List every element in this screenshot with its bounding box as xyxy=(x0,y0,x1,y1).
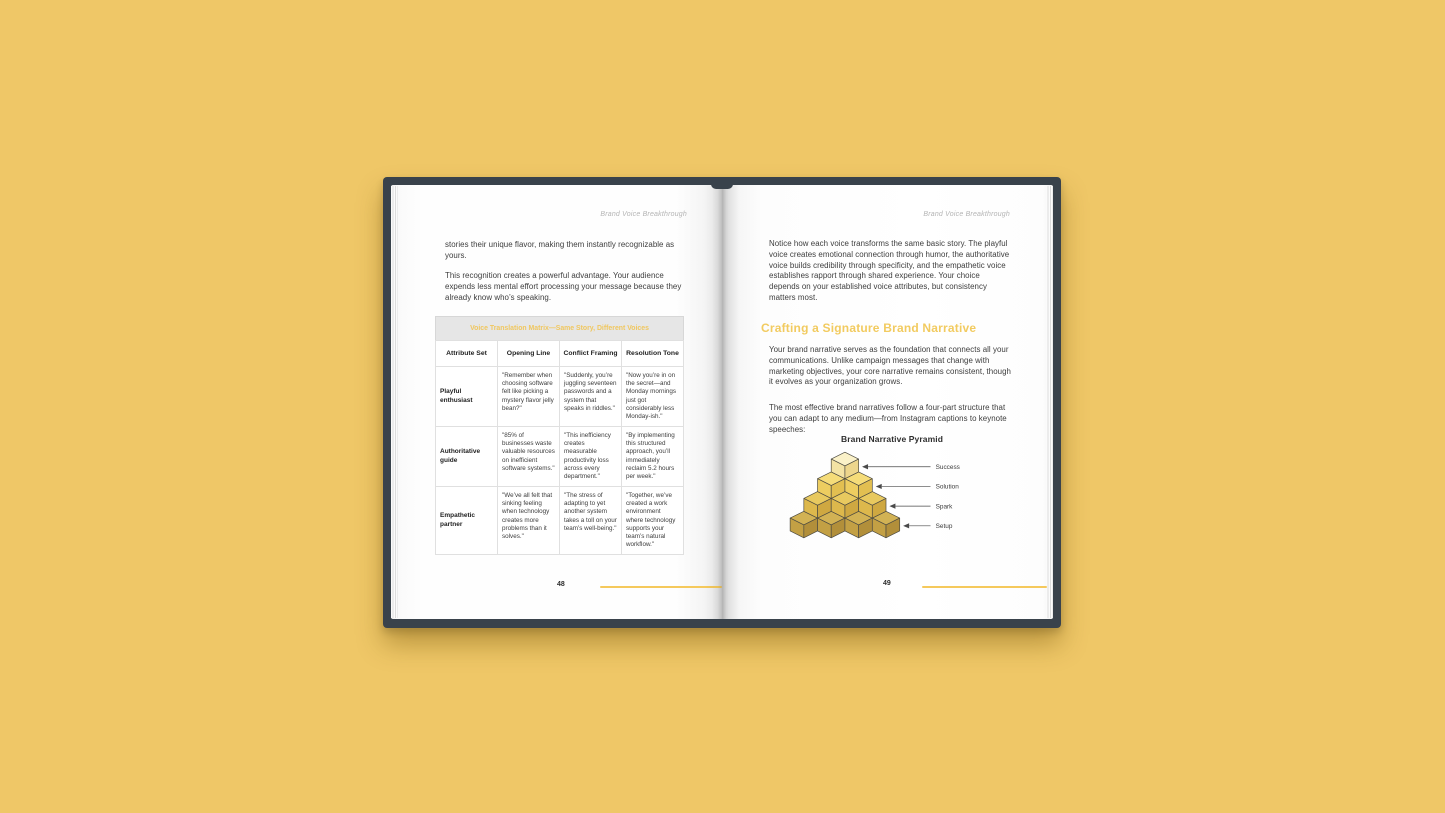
cell-conflict-framing: "Suddenly, you’re juggling seventeen passwords and a system that speaks in riddles." xyxy=(560,367,622,427)
right-page-fore-edge xyxy=(1046,186,1053,618)
matrix-col-conflict-framing: Conflict Framing xyxy=(560,341,622,367)
arrow-left-icon xyxy=(876,484,882,489)
pyramid-title: Brand Narrative Pyramid xyxy=(841,434,943,444)
cell-resolution-tone: "Now you’re in on the secret—and Monday mornings just got considerably less Monday-ish." xyxy=(622,367,684,427)
voice-translation-matrix xyxy=(435,316,684,555)
table-row xyxy=(436,427,684,487)
cell-resolution-tone: "Together, we’ve created a work environment where technology supports your team’s natural workflow." xyxy=(622,487,684,555)
cell-attribute: Empathetic partner xyxy=(436,487,498,555)
left-page-fore-edge xyxy=(391,186,398,618)
matrix-table xyxy=(435,340,684,555)
right-page xyxy=(722,185,1053,619)
right-page-number: 49 xyxy=(883,580,891,587)
section-heading: Crafting a Signature Brand Narrative xyxy=(761,321,977,335)
cell-opening-line: "We’ve all felt that sinking feeling when technology creates more problems than it solves." xyxy=(498,487,560,555)
arrow-left-icon xyxy=(862,464,868,469)
brand-narrative-pyramid xyxy=(780,434,1004,548)
pyramid-label-success: Success xyxy=(935,463,960,471)
left-page-number: 48 xyxy=(557,581,565,588)
arrow-left-icon xyxy=(889,504,895,509)
cell-conflict-framing: "This inefficiency creates measurable productivity loss across every department." xyxy=(560,427,622,487)
left-paragraph-2: This recognition creates a powerful advantage. Your audience expends less mental effort processing your message because they already know who’s speaking. xyxy=(445,271,682,302)
pyramid-label-spark: Spark xyxy=(935,503,953,511)
left-running-header: Brand Voice Breakthrough xyxy=(600,211,687,218)
cell-resolution-tone: "By implementing this structured approach, you’ll immediately reclaim 5.2 hours per week." xyxy=(622,427,684,487)
pyramid-level-3-cubes xyxy=(804,492,886,519)
matrix-header-row xyxy=(436,341,684,367)
cell-opening-line: "85% of businesses waste valuable resources on inefficient software systems." xyxy=(498,427,560,487)
cell-attribute: Playful enthusiast xyxy=(436,367,498,427)
cell-attribute: Authoritative guide xyxy=(436,427,498,487)
left-paragraph-1: stories their unique flavor, making them instantly recognizable as yours. xyxy=(445,240,675,260)
matrix-col-attribute-set: Attribute Set xyxy=(436,341,498,367)
matrix-col-resolution-tone: Resolution Tone xyxy=(622,341,684,367)
cell-conflict-framing: "The stress of adapting to yet another system takes a toll on your team’s well-being." xyxy=(560,487,622,555)
left-page xyxy=(391,185,722,619)
pyramid-labels xyxy=(936,464,960,530)
right-footer-rule xyxy=(922,586,1047,588)
matrix-title: Voice Translation Matrix—Same Story, Different Voices xyxy=(435,316,684,340)
book-pages xyxy=(391,185,1053,619)
arrow-left-icon xyxy=(903,523,909,528)
pyramid-label-solution: Solution xyxy=(935,483,959,491)
right-paragraph-2: The most effective brand narratives follow a four-part structure that you can adapt to any medium—from Instagram captions to keynote speeches: xyxy=(769,403,1007,434)
right-intro-paragraph: Notice how each voice transforms the same basic story. The playful voice creates emotional connection through humor, the authoritative voice builds credibility through specificity, and the empathetic voice establishes rapport through shared experience. Your choice depends on your established voice attributes, but consistency matters most. xyxy=(769,239,1010,302)
book-spine-notch xyxy=(711,184,733,189)
right-paragraph-1: Your brand narrative serves as the foundation that connects all your communications. Unlike campaign messages that change with marketing objectives, your core narrative remains consistent, though it evolves as your organization grows. xyxy=(769,345,1011,387)
cell-opening-line: "Remember when choosing software felt like picking a mystery flavor jelly bean?" xyxy=(498,367,560,427)
right-running-header: Brand Voice Breakthrough xyxy=(923,211,1010,218)
open-book xyxy=(383,177,1061,628)
table-row xyxy=(436,367,684,427)
pyramid-diagram xyxy=(785,447,999,543)
matrix-col-opening-line: Opening Line xyxy=(498,341,560,367)
table-row xyxy=(436,487,684,555)
left-footer-rule xyxy=(600,586,722,588)
pyramid-label-setup: Setup xyxy=(935,522,953,530)
